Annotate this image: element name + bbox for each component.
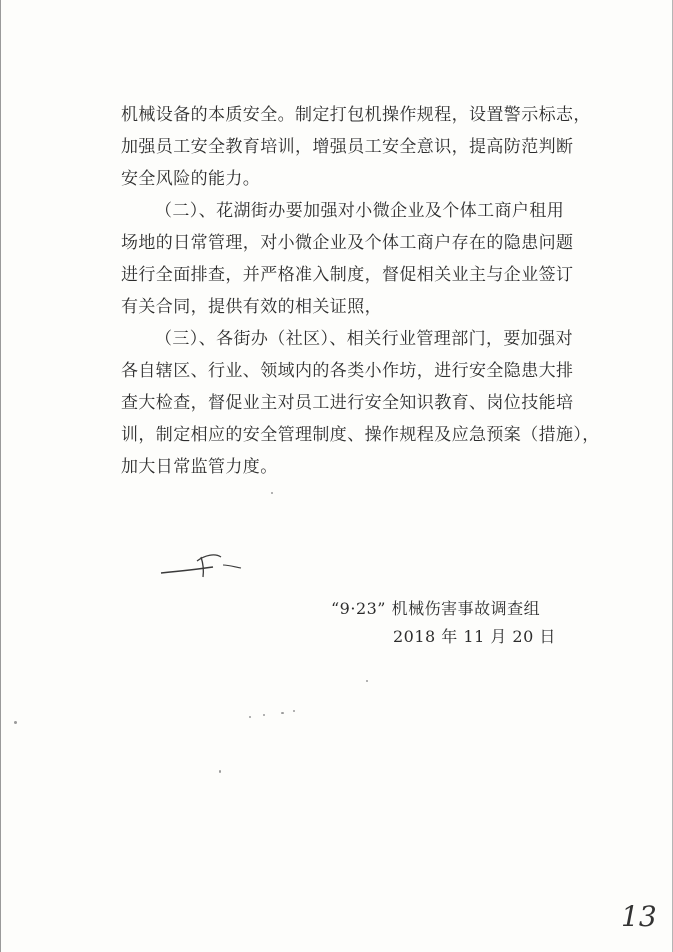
body-line-1: 机械设备的本质安全。制定打包机操作规程，设置警示标志， (121, 105, 591, 125)
body-line-2: 加强员工安全教育培训，增强员工安全意识，提高防范判断 (121, 137, 574, 157)
body-line-7: 有关合同，提供有效的相关证照， (121, 297, 382, 317)
scan-speck (249, 716, 251, 718)
body-line-9: 各自辖区、行业、领域内的各类小作坊，进行安全隐患大排 (121, 361, 574, 381)
handwritten-signature (151, 545, 261, 585)
body-line-3: 安全风险的能力。 (121, 169, 261, 189)
body-line-11: 训，制定相应的安全管理制度、操作规程及应急预案（措施）， (121, 425, 600, 445)
body-line-5: 场地的日常管理，对小微企业及个体工商户存在的隐患问题 (121, 233, 574, 253)
scan-speck (271, 492, 273, 494)
body-line-12: 加大日常监管力度。 (121, 457, 278, 477)
body-line-10: 查大检查，督促业主对员工进行安全知识教育、岗位技能培 (121, 393, 574, 413)
scan-speck (293, 710, 295, 712)
scan-speck (219, 770, 221, 773)
scan-speck (263, 714, 265, 716)
scan-speck (366, 680, 368, 682)
page-number: 13 (621, 900, 657, 933)
body-line-6: 进行全面排查，并严格准入制度，督促相关业主与企业签订 (121, 265, 574, 285)
investigation-team-name: “9·23” 机械伤害事故调查组 (331, 599, 541, 618)
body-line-4: （二）、花湖街办要加强对小微企业及个体工商户租用 (155, 201, 565, 221)
scan-speck (281, 712, 284, 714)
body-line-8: （三）、各街办（社区）、相关行业管理部门，要加强对 (155, 329, 573, 349)
scan-speck (14, 721, 17, 724)
report-date: 2018 年 11 月 20 日 (393, 627, 556, 646)
